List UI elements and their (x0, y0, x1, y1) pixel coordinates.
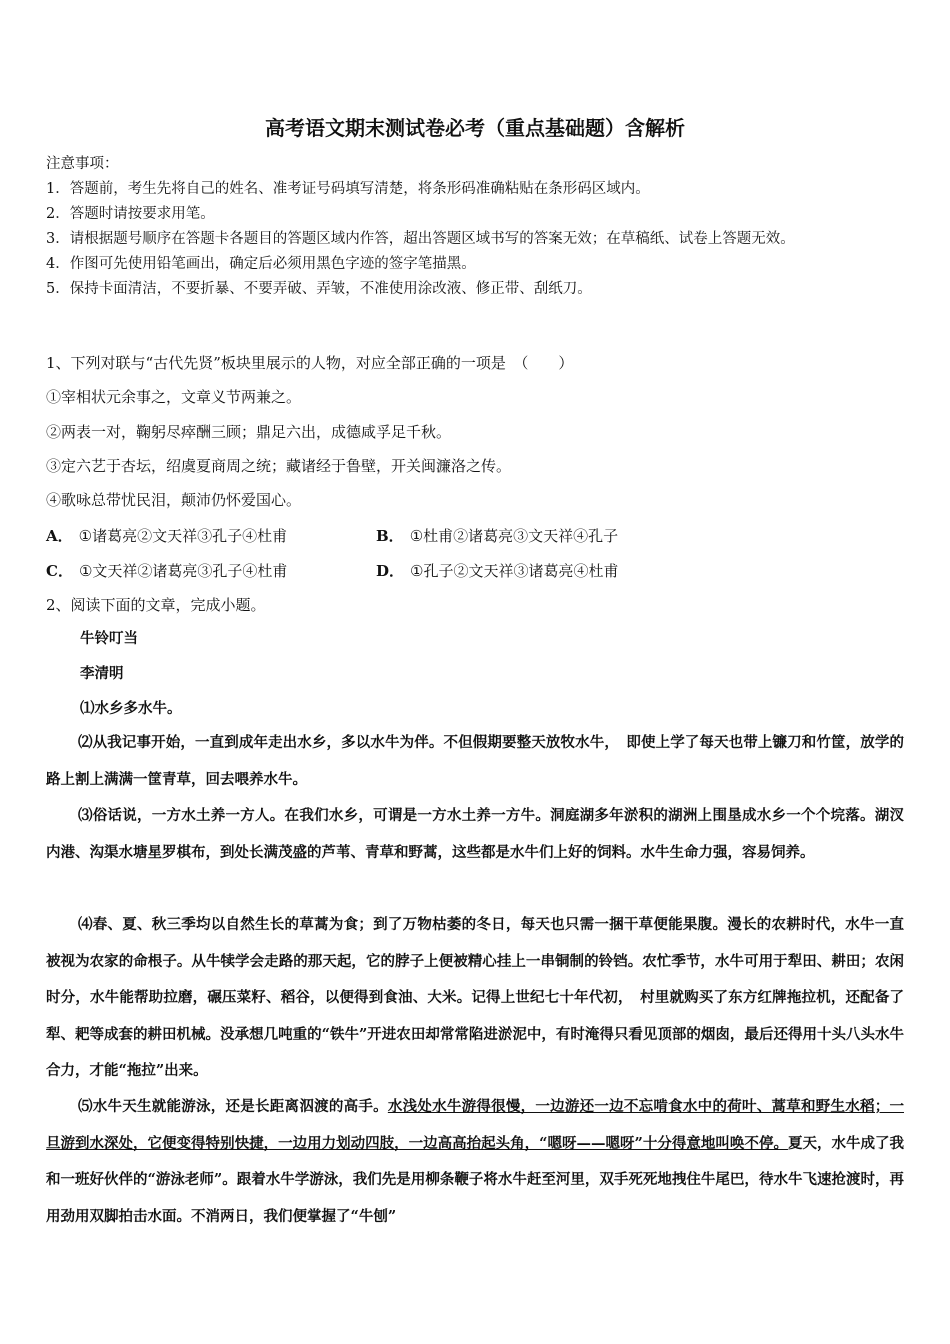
couplet-2: ②两表一对，鞠躬尽瘁酬三顾；鼎足六出，成德咸孚足千秋。 (46, 423, 452, 441)
option-c (46, 560, 287, 581)
notice-item-5: 5．保持卡面清洁，不要折暴、不要弄破、弄皱，不准使用涂改液、修正带、刮纸刀。 (46, 281, 592, 297)
couplet-1: ①宰相状元余事之，文章义节两兼之。 (46, 388, 302, 406)
option-a-text: ①诸葛亮②文天祥③孔子④杜甫 (78, 527, 288, 545)
paragraph-5-underlined: 水浅处水牛游得很慢，一边游还一边不忘啃食水中的荷叶、蒿草和野生水稻；一旦游到水深处，它便变得特别快捷，一边用力划动四肢，一边高高抬起头角，“嗯呀——嗯呀”十分得意地叫唤不停。 (46, 1098, 904, 1152)
paragraph-4: ⑷春、夏、秋三季均以自然生长的草蒿为食；到了万物枯萎的冬日，每天也只需一捆干草便能果腹。漫长的农耕时代，水牛一直被视为农家的命根子。从牛犊学会走路的那天起，它的脖子上便被精心挂上一串铜制的铃铛。农忙季节，水牛可用于犁田、耕田；农闲时分，水牛能帮助拉磨，碾压菜籽、稻谷，以便得到食油、大米。记得上世纪七十年代初， 村里就购买了东方红牌拖拉机，还配备了犁、耙等成套的耕田机械。没承想几吨重的“铁牛”开进农田却常常陷进淤泥中，有时淹得只看见顶部的烟囱，最后还得用十头八头水牛合力，才能“拖拉”出来。 (46, 916, 904, 1079)
option-c-text: ①文天祥②诸葛亮③孔子④杜甫 (78, 562, 288, 580)
article-author: 李清明 (80, 665, 124, 682)
option-c-label: C． (46, 562, 73, 580)
notice-item-4: 4．作图可先使用铅笔画出，确定后必须用黑色字迹的签字笔描黑。 (46, 256, 476, 272)
option-d (376, 560, 618, 581)
notice-item-2: 2．答题时请按要求用笔。 (46, 206, 215, 222)
option-b (376, 525, 618, 546)
article-title: 牛铃叮当 (80, 630, 138, 647)
paragraph-3: ⑶俗话说，一方水土养一方人。在我们水乡，可谓是一方水土养一方牛。洞庭湖多年淤积的湖洲上围垦成水乡一个个垸落。湖汊内港、沟渠水塘星罗棋布，到处长满茂盛的芦苇、青草和野蒿，这些都是水牛们上好的饲料。水牛生命力强，容易饲养。 (46, 807, 904, 861)
option-d-text: ①孔子②文天祥③诸葛亮④杜甫 (410, 562, 619, 580)
question-1-stem: 1、下列对联与“古代先贤”板块里展示的人物，对应全部正确的一项是 （ ） (46, 354, 574, 372)
question-2-stem: 2、阅读下面的文章，完成小题。 (46, 596, 266, 614)
option-a (46, 525, 287, 546)
page-title: 高考语文期末测试卷必考（重点基础题）含解析 (265, 116, 685, 140)
paragraph-1: ⑴水乡多水牛。 (80, 700, 182, 717)
option-b-text: ①杜甫②诸葛亮③文天祥④孔子 (409, 527, 619, 545)
option-b-label: B． (376, 527, 404, 545)
paragraph-5 (46, 1089, 904, 1235)
paragraph-2: ⑵从我记事开始，一直到成年走出水乡，多以水牛为伴。不但假期要整天放牧水牛， 即使上学了每天也带上镰刀和竹筐，放学的路上割上满满一筐青草，回去喂养水牛。 (46, 734, 904, 788)
paragraph-5-lead: ⑸水牛天生就能游泳，还是长距离泅渡的高手。 (78, 1098, 388, 1115)
notice-heading: 注意事项： (46, 156, 119, 172)
option-a-label: A． (46, 527, 73, 545)
couplet-3: ③定六艺于杏坛，绍虞夏商周之统；藏诸经于鲁壁，开关闽濂洛之传。 (46, 457, 512, 475)
option-d-label: D． (376, 562, 405, 580)
couplet-4: ④歌咏总带忧民泪，颠沛仍怀爱国心。 (46, 491, 302, 509)
notice-item-3: 3．请根据题号顺序在答题卡各题目的答题区域内作答，超出答题区域书写的答案无效；在草稿纸、试卷上答题无效。 (46, 231, 795, 247)
notice-item-1: 1．答题前，考生先将自己的姓名、准考证号码填写清楚，将条形码准确粘贴在条形码区域内。 (46, 181, 650, 197)
paragraph-5-rest: 夏天，水牛成了我和一班好伙伴的“游泳老师”。跟着水牛学游泳，我们先是用柳条鞭子将水牛赶至河里，双手死死地拽住牛尾巴，待水牛飞速抢渡时，再用劲用双脚拍击水面。不消两日，我们便掌握了“牛刨” (46, 1134, 904, 1225)
